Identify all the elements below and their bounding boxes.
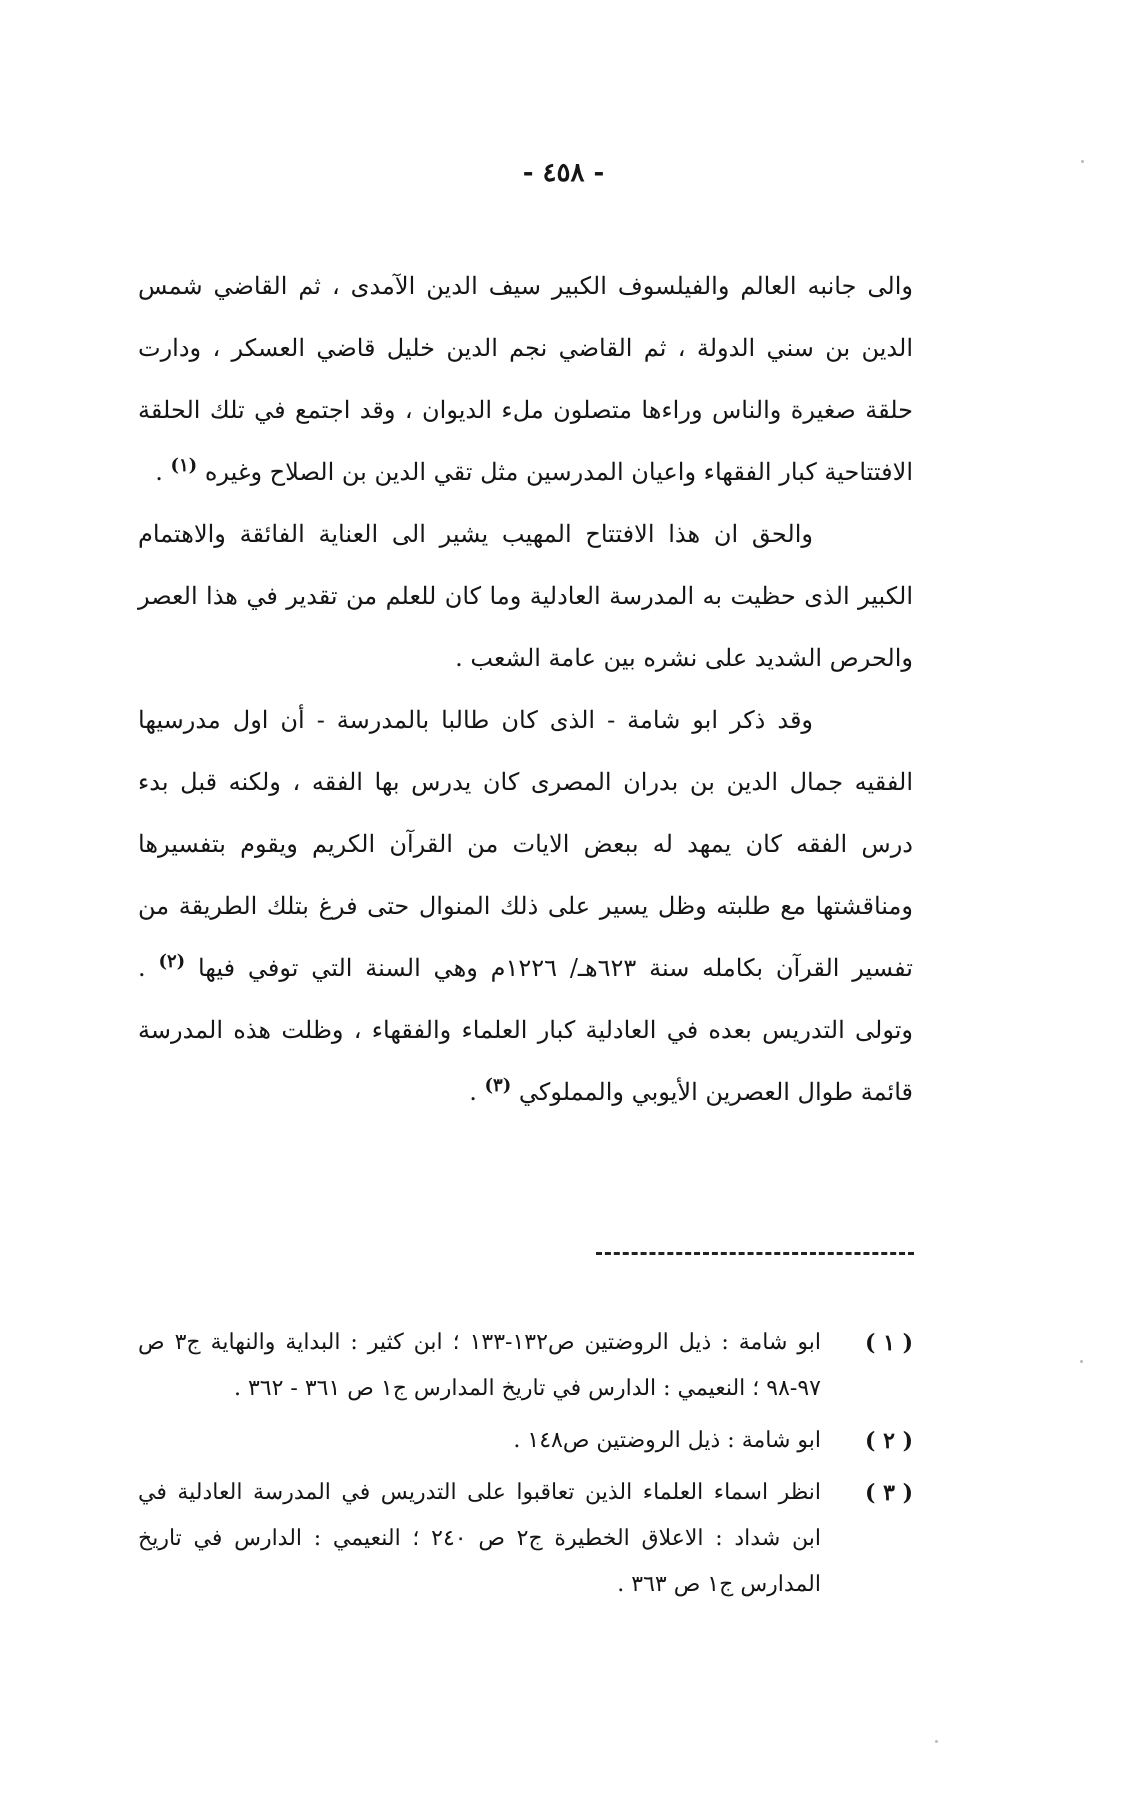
paragraph-3 — [138, 689, 913, 1123]
footnote-3 — [138, 1470, 913, 1608]
paragraph-1 — [138, 255, 913, 503]
footnote-text: انظر اسماء العلماء الذين تعاقبوا على التدريس في المدرسة العادلية في ابن شداد : الاعلاق الخطيرة ج٢ ص ٢٤٠ ؛ النعيمي : الدارس في تاريخ المدارس ج١ ص ٣٦٣ . — [138, 1480, 821, 1597]
paragraph-3-tail-2: . — [469, 1078, 485, 1106]
paragraph-2 — [138, 503, 913, 689]
paragraph-1-text: والى جانبه العالم والفيلسوف الكبير سيف الدين الآمدى ، ثم القاضي شمس الدين بن سني الدولة ، ثم القاضي نجم الدين خليل قاضي العسكر ، ودارت حلقة صغيرة والناس وراءها متصلون ملء الديوان ، وقد اجتمع في تلك الحلقة الافتتاحية كبار الفقهاء واعيان المدرسين مثل تقي الدين بن الصلاح وغيره — [138, 272, 913, 486]
scan-speck — [935, 1740, 938, 1743]
paragraph-2-text: والحق ان هذا الافتتاح المهيب يشير الى العناية الفائقة والاهتمام الكبير الذى حظيت به المدرسة العادلية وما كان للعلم من تقدير في هذا العصر والحرص الشديد على نشره بين عامة الشعب . — [138, 520, 913, 672]
footnote-text: ابو شامة : ذيل الروضتين ص١٣٢-١٣٣ ؛ ابن كثير : البداية والنهاية ج٣ ص ٩٧-٩٨ ؛ النعيمي : الدارس في تاريخ المدارس ج١ ص ٣٦١ - ٣٦٢ . — [138, 1330, 822, 1401]
footnote-number: ( ٢ ) — [865, 1428, 913, 1454]
body-text — [138, 255, 913, 1123]
footnote-number: ( ١ ) — [865, 1330, 913, 1356]
paragraph-3-tail: . وتولى التدريس بعده في العادلية كبار العلماء والفقهاء ، وظلت هذه المدرسة قائمة طوال العصرين الأيوبي والمملوكي — [138, 954, 913, 1106]
scan-speck — [1080, 1360, 1083, 1363]
paragraph-1-tail: . — [155, 458, 171, 486]
footnote-2 — [138, 1418, 913, 1464]
page-number: - ٤٥٨ - — [522, 158, 605, 188]
footnote-number: ( ٣ ) — [865, 1480, 913, 1506]
footnote-ref-1: (١) — [170, 455, 198, 476]
footnotes — [138, 1320, 913, 1614]
footnote-text: ابو شامة : ذيل الروضتين ص١٤٨ . — [513, 1428, 821, 1453]
footnote-1 — [138, 1320, 913, 1412]
footnote-ref-3: (٣) — [484, 1075, 512, 1096]
footnote-separator — [596, 1252, 914, 1255]
paragraph-3-text: وقد ذكر ابو شامة - الذى كان طالبا بالمدرسة - أن اول مدرسيها الفقيه جمال الدين بن بدران المصرى كان يدرس بها الفقه ، ولكنه قبل بدء درس الفقه كان يمهد له ببعض الايات من القرآن الكريم ويقوم بتفسيرها ومناقشتها مع طلبته وظل يسير على ذلك المنوال حتى فرغ بتلك الطريقة من تفسير القرآن بكامله سنة ٦٢٣هـ/ ١٢٢٦م وهي السنة التي توفي فيها — [138, 706, 913, 982]
footnote-ref-2: (٢) — [158, 951, 186, 972]
scan-speck — [1081, 160, 1084, 163]
